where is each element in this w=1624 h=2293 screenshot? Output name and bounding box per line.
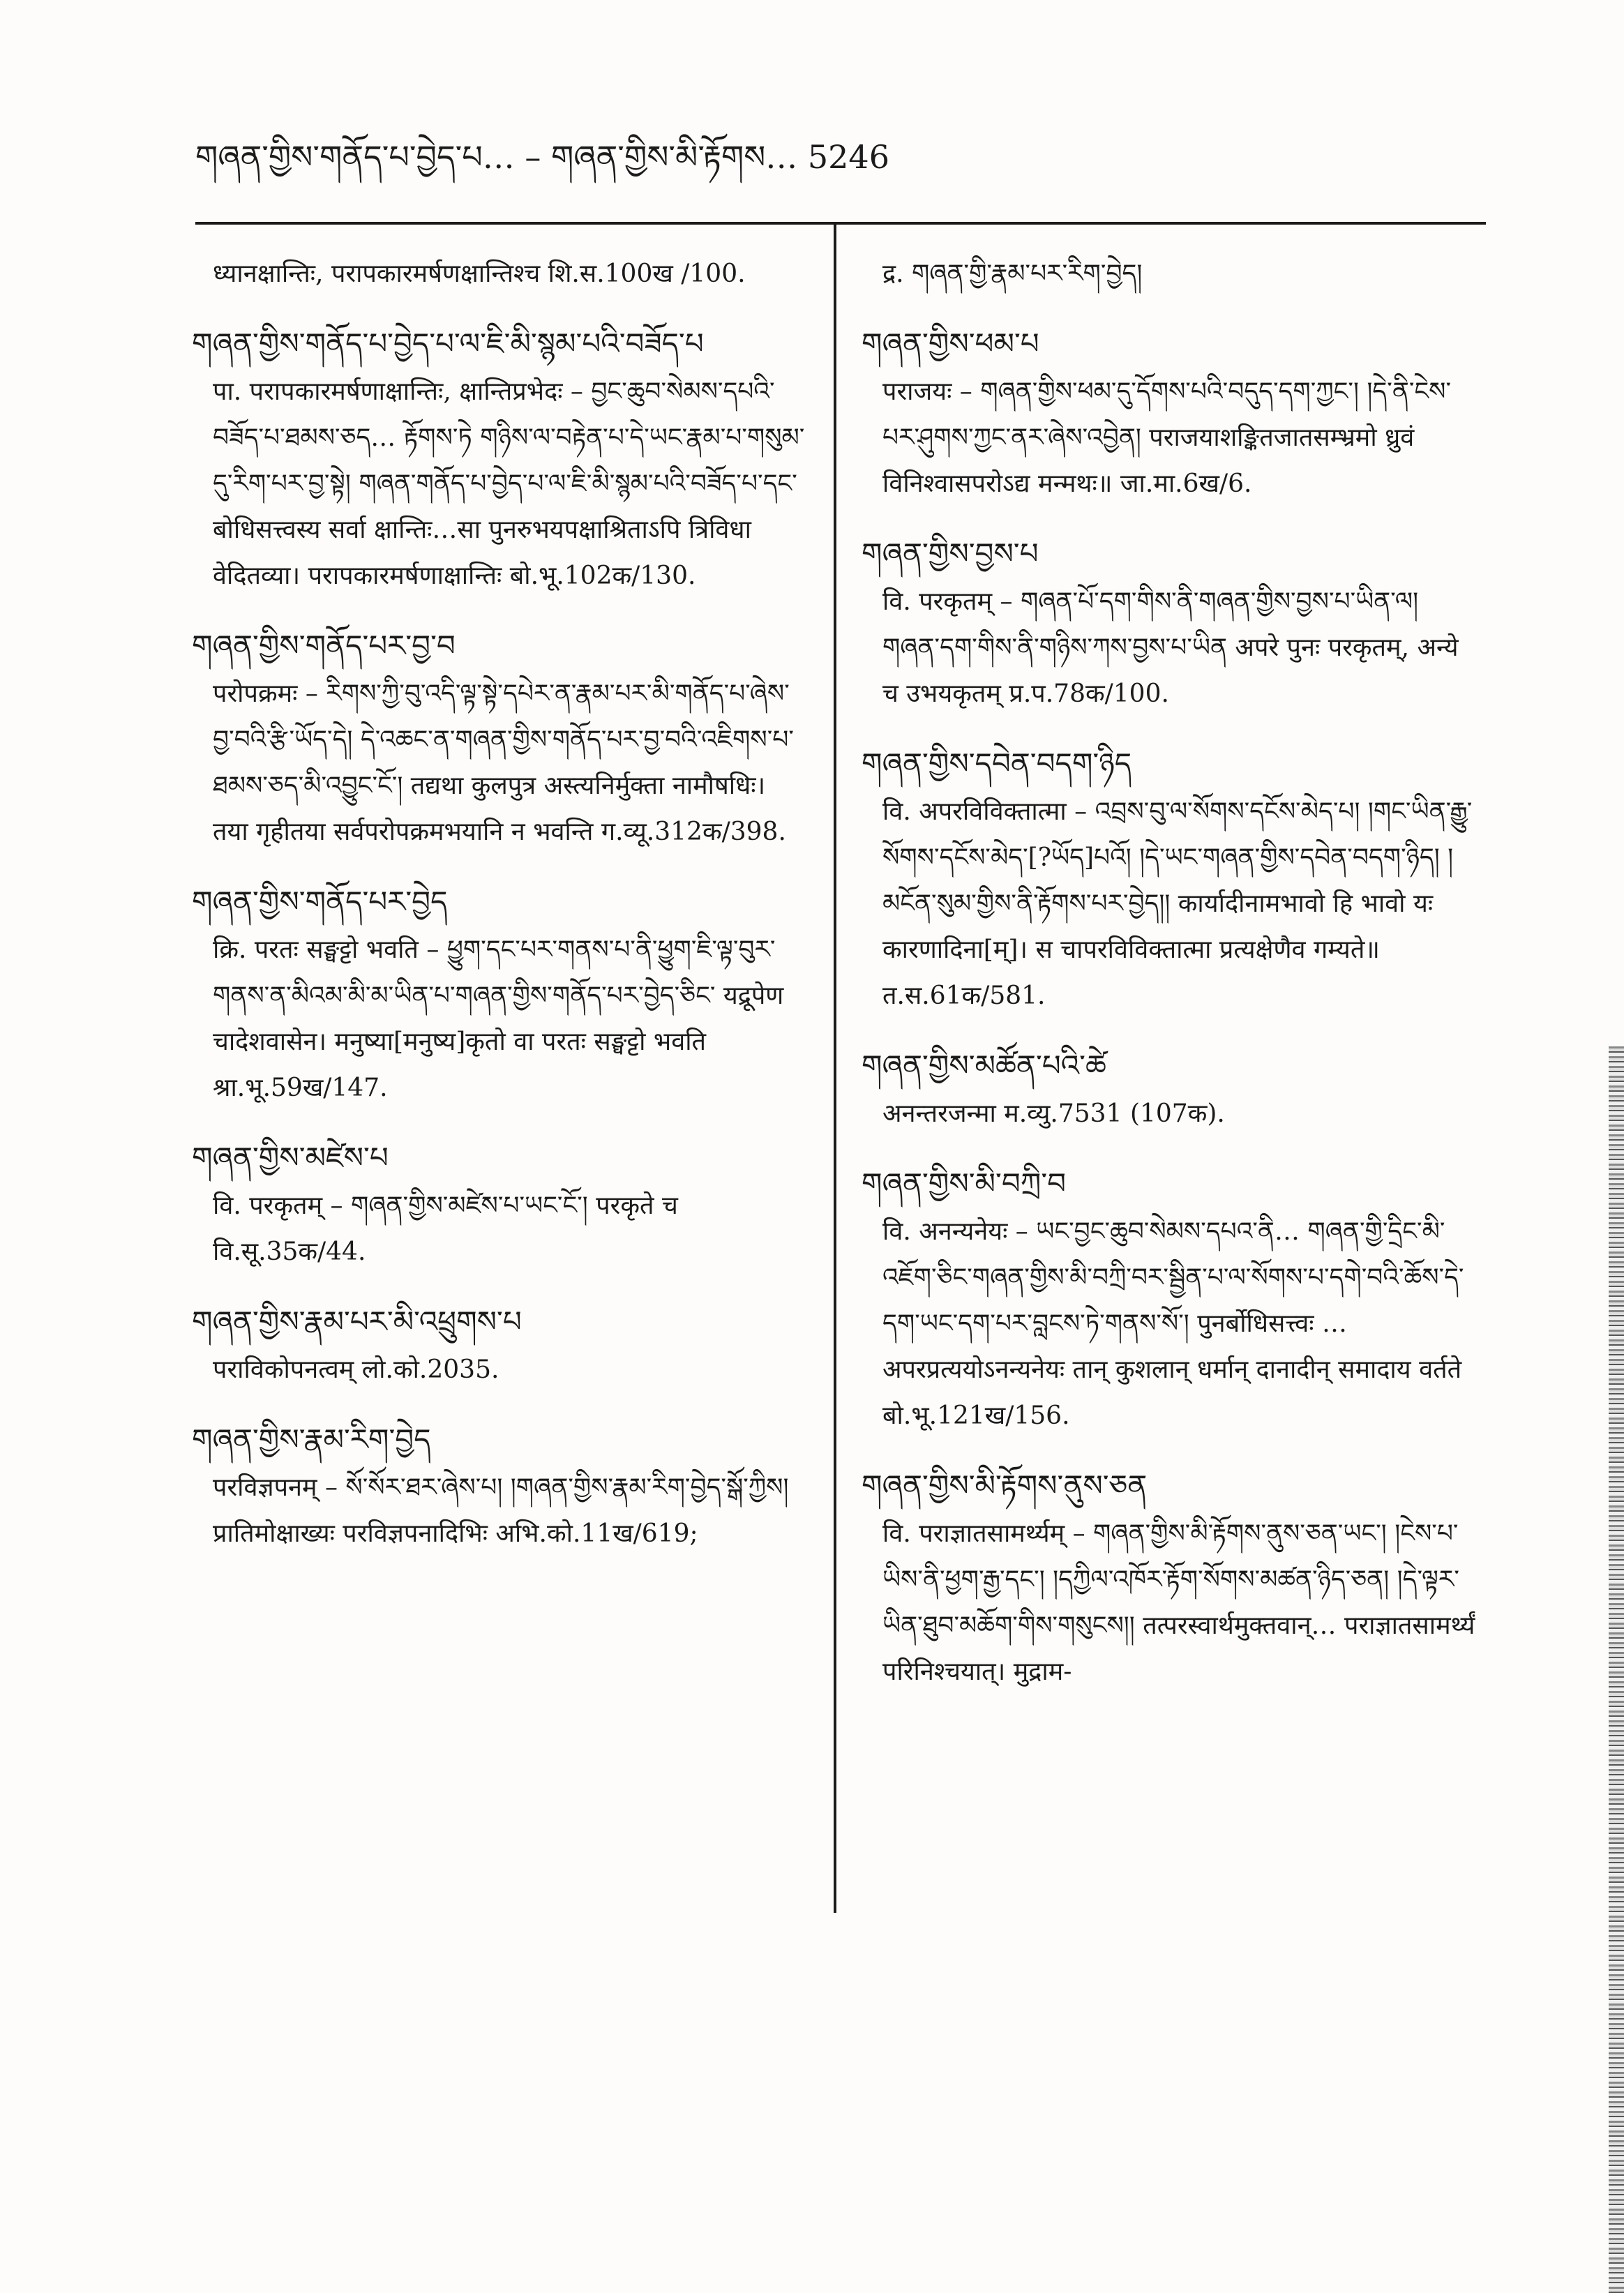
entry-body: वि. अनन्यनेयः – ཡང་བྱང་ཆུབ་སེམས་དཔའ་ནི… གཞན་གྱི་དྲིང་མི་འཇོག་ཅིང་གཞན་གྱིས་མི་བཀྲི་བར་སྦྱིན་པ་ལ་སོགས་པ་དགེ་བའི་ཆོས་དེ་དག་ཡང་དག་པར་བླངས་ཏེ་གནས་སོ༌། पुनर्बोधिसत्त्वः …अपरप्रत्ययोऽनन्यनेयः तान् कुशलान् धर्मान् दानादीन् समादाय वर्तते बो.भू.121ख/156.	[882, 1217, 1464, 1430]
dictionary-entry	[862, 1043, 1475, 1137]
headword: གཞན་གྱིས་གནོད་པར་བྱ་བ	[192, 629, 456, 663]
scan-edge-noise	[1609, 1046, 1624, 2293]
headword: གཞན་གྱིས་མི་བཀྲི་བ	[862, 1166, 1067, 1201]
headword: གཞན་གྱིས་མཛེས་པ	[192, 1141, 389, 1175]
entry-body: वि. अपरविविक्तात्मा – འབྲས་བུ་ལ་སོགས་དངོས་མེད་པ། །གང་ཡིན་རྒྱུ་སོགས་དངོས་མེད་[?ཡོད]པའོ། །དེ་ཡང་གཞན་གྱིས་དབེན་བདག་ཉིད། །མངོན་སུམ་གྱིས་ནི་རྟོགས་པར་བྱེད།། कार्यादीनामभावो हि भावो यः कारणादिना[म्]। स चापरविविक्तात्मा प्रत्यक्षेणैव गम्यते॥ त.स.61क/581.	[882, 797, 1473, 1010]
entry-body: पराजयः – གཞན་གྱིས་ཕམ་དུ་དོགས་པའི་བདུད་དག་ཀྱང་། །དེ་ནི་ངེས་པར་ཤུགས་ཀྱང་ནར་ཞེས་འབྱེན། पराजयाशङ्कितजातसम्भ्रमो ध्रुवं विनिश्वासपरोऽद्य मन्मथः॥ जा.मा.6ख/6.	[882, 377, 1452, 498]
entry-body: क्रि. परतः सङ्घट्टो भवति – ཕྱུག་དང་པར་གནས་པ་ནི་ཕྱུག་ཇི་ལྟ་བུར་གནས་ན་མིའམ་མི་མ་ཡིན་པ་གཞན་གྱིས་གནོད་པར་བྱེད་ཅིང་ यद्रूपेण चादेशवासेन। मनुष्या[मनुष्य]कृतो वा परतः सङ्घट्टो भवति श्रा.भू.59ख/147.	[213, 935, 784, 1102]
dictionary-entry	[862, 321, 1475, 507]
entry-body: अनन्तरजन्मा म.व्यु.7531 (107क).	[882, 1099, 1225, 1128]
dictionary-entry	[192, 1299, 806, 1393]
headword: གཞན་གྱིས་གནོད་པར་བྱེད	[192, 885, 448, 919]
headword: གཞན་གྱིས་བྱས་པ	[862, 536, 1039, 571]
entry-body: द्र. གཞན་གྱི་རྣམ་པར་རིག་བྱེད།	[882, 260, 1143, 288]
dictionary-entry	[862, 741, 1475, 1019]
headword: གཞན་གྱིས་ཕམ་པ	[862, 326, 1039, 361]
entry-body: वि. परकृतम् – གཞན་གྱིས་མཛེས་པ་ཡང་ངོ༌། परकृते च वि.सू.35क/44.	[213, 1191, 678, 1266]
dictionary-entry	[862, 1161, 1475, 1439]
headword: གཞན་གྱིས་རྣམ་པར་མི་འཕྲུགས་པ	[192, 1305, 522, 1339]
entry-body: वि. परकृतम् – གཞན་པོ་དག་གིས་ནི་གཞན་གྱིས་བྱས་པ་ཡིན་ལ། གཞན་དག་གིས་ནི་གཉིས་ཀས་བྱས་པ་ཡིན अपरे पुनः परकृतम्, अन्ये च उभयकृतम् प्र.प.78क/100.	[882, 587, 1459, 708]
page-header: གཞན་གྱིས་གནོད་པ་བྱེད་པ… – གཞན་གྱིས་མི་རྟོགས… 5246	[195, 138, 889, 176]
headword: གཞན་གྱིས་མི་རྟོགས་ནུས་ཅན	[862, 1468, 1148, 1503]
dictionary-entry	[862, 1463, 1475, 1695]
dictionary-entry	[192, 1135, 806, 1275]
dictionary-entry	[192, 1417, 806, 1557]
dictionary-entry	[192, 879, 806, 1111]
entry-body: ध्यानक्षान्तिः, परापकारमर्षणक्षान्तिश्च शि.स.100ख /100.	[213, 260, 746, 288]
entry-body: परोपक्रमः – རིགས་ཀྱི་བུ་འདི་ལྟ་སྟེ་དཔེར་ན་རྣམ་པར་མི་གནོད་པ་ཞེས་བྱ་བའི་རྩི་ཡོད་དེ། དེ་འཆང་ན་གཞན་གྱིས་གནོད་པར་བྱ་བའི་འཇིགས་པ་ཐམས་ཅད་མི་འབྱུང་ངོ༌། तद्यथा कुलपुत्र अस्त्यनिर्मुक्ता नामौषधिः। तया गृहीतया सर्वपरोपक्रमभयानि न भवन्ति ग.व्यू.312क/398.	[213, 679, 794, 846]
entry-body: पा. परापकारमर्षणाक्षान्तिः, क्षान्तिप्रभेदः – བྱང་ཆུབ་སེམས་དཔའི་བཟོད་པ་ཐམས་ཅད… རྟོགས་ཏེ གཉིས་ལ་བརྟེན་པ་དེ་ཡང་རྣམ་པ་གསུམ་དུ་རིག་པར་བྱ་སྟེ། གཞན་གནོད་པ་བྱེད་པ་ལ་ཇི་མི་སྙམ་པའི་བཟོད་པ་དང་ बोधिसत्त्वस्य सर्वा क्षान्तिः…सा पुनरुभयपक्षाश्रिताऽपि त्रिविधा वेदितव्या। परापकारमर्षणाक्षान्तिः बो.भू.102क/130.	[213, 377, 805, 590]
right-column	[862, 251, 1475, 2204]
dictionary-entry	[862, 531, 1475, 717]
dictionary-entry	[192, 321, 806, 599]
entry-continuation	[192, 251, 806, 297]
column-divider	[834, 225, 836, 1913]
dictionary-entry	[192, 623, 806, 855]
entry-body: पराविकोपनत्वम् लो.को.2035.	[213, 1355, 499, 1384]
headword: གཞན་གྱིས་གནོད་པ་བྱེད་པ་ལ་ཇི་མི་སྙམ་པའི་བཟོད་པ	[192, 326, 704, 361]
entry-body: परविज्ञपनम् – སོ་སོར་ཐར་ཞེས་པ། །གཞན་གྱིས་རྣམ་རིག་བྱེད་སྒོ་ཀྱིས། प्रातिमोक्षाख्यः परविज्ञपनादिभिः अभि.को.11ख/619;	[213, 1473, 789, 1548]
left-column	[192, 251, 806, 2204]
entry-body: वि. पराज्ञातसामर्थ्यम् – གཞན་གྱིས་མི་རྟོགས་ནུས་ཅན་ཡང་། །ངེས་པ་ཡིས་ནི་ཕྱག་རྒྱ་དང་། །དཀྱིལ་འཁོར་རྟོག་སོགས་མཚན་ཉིད་ཅན། །དེ་ལྟར་ཡིན་ཐུབ་མཆོག་གིས་གསུངས།། तत्परस्वार्थमुक्तवान्… पराज्ञातसामर्थ्यं परिनिश्चयात्। मुद्राम-	[882, 1519, 1475, 1686]
entry-continuation	[862, 251, 1475, 297]
headword: གཞན་གྱིས་མཚོན་པའི་ཚེ	[862, 1048, 1106, 1083]
headword: གཞན་གྱིས་རྣམ་རིག་བྱེད	[192, 1422, 431, 1457]
header-rule	[195, 222, 1486, 225]
headword: གཞན་གྱིས་དབེན་བདག་ཉིད	[862, 746, 1132, 781]
